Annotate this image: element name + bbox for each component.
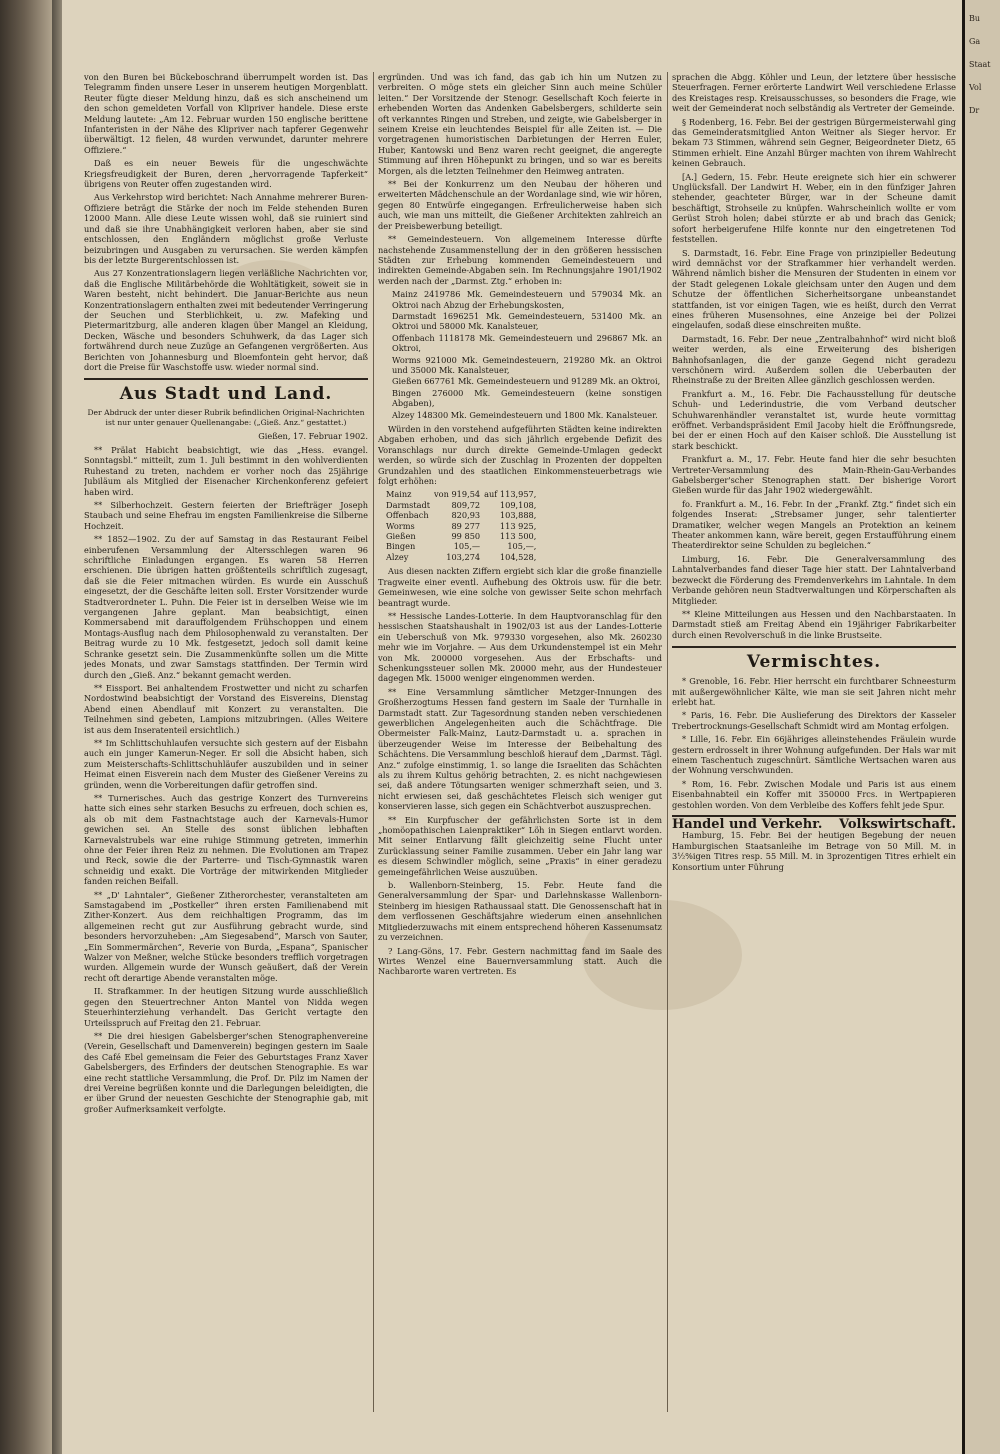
- news-item: S. Darmstadt, 16. Febr. Eine Frage von prinzipieller Bedeutung wird demnächst vor der Strafkammer hier verhandelt werden. Während nämlich bisher die Mensuren der Studenten in einem vor der Stadt gelegenen Lokale gleichsam unter den Augen und dem Schutze der öffentlichen Sicherheitsorgane unbeanstandet stattfanden, ist vor einigen Tagen, wie es heißt, durch den Verrat eines früheren Musensohnes, eine Anzeige bei der Polizei eingelaufen, sodaß diese einschreiten mußte.: [672, 247, 956, 331]
- levy-from: 99 850: [451, 531, 481, 542]
- levy-from: 820,93: [451, 510, 481, 521]
- column-3: [672, 72, 956, 1412]
- levy-to: auf 113,957,: [484, 489, 537, 500]
- levy-from: 89 277: [451, 520, 481, 531]
- table-row: [386, 552, 540, 562]
- section-heading: Aus Stadt und Land.: [84, 378, 368, 405]
- column-1: [84, 72, 368, 1412]
- news-item: ** Gemeindesteuern. Von allgemeinem Interesse dürfte nachstehende Zusammenstellung der in den größeren hessischen Städten zur Erhebung kommenden Gemeindesteuern und indirekten Gemeinde-Abgaben sein. Im Rechnungsjahre 1901/1902 werden nach der „Darmst. Ztg.“ erhoben in:: [378, 234, 662, 286]
- levy-to: 109,108,: [499, 499, 537, 510]
- next-page-edge: [962, 0, 1000, 1454]
- levy-from: 105,—: [453, 541, 481, 552]
- news-item: b. Wallenborn-Steinberg, 15. Febr. Heute fand die Generalversammlung der Spar- und Darlehnskasse Wallenborn-Steinberg im hiesigen Rathaussaal statt. Die Genossenschaft hat in dem verflossenen Geschäftsjahre wiederum einen ansehnlichen Mitgliederzuwachs mit einem entsprechend höheren Kassenumsatz zu verzeichnen.: [378, 880, 662, 943]
- news-item: Darmstadt, 16. Febr. Der neue „Zentralbahnhof“ wird nicht bloß weiter werden, als eine Erweiterung des bisherigen Bahnhofsanlagen, die der ganze Gegend nicht geradezu verschönern wird. Außerdem sollen die Ueberbauten der Rheinstraße zu der Breiten Allee gänzlich geschlossen werden.: [672, 333, 956, 386]
- levy-to: 113 500,: [499, 531, 537, 542]
- levy-from: von 919,54: [434, 489, 481, 500]
- news-item: Limburg, 16. Febr. Die Generalversammlung des Lahntalverbandes fand dieser Tage hier statt. Der Lahntalverband bezweckt die Förderung des Fremdenverkehrs im Lahntale. In dem Verbande gehören neun Stadtverwaltungen und Körperschaften als Mitglieder.: [672, 553, 956, 606]
- next-page-fragment: Staat: [969, 60, 991, 69]
- article-paragraph: Aus Verkehrstop wird berichtet: Nach Annahme mehrerer Buren-Offiziere beträgt die Stärke der noch im Felde stehenden Buren 12000 Mann. Alle diese Leute wissen wohl, daß sie ruiniert sind und daß sie ihre Unabhängigkeit verloren haben, aber sie sind entschlossen, den Engländern möglichst große Verluste beizubringen und Ausgaben zu verursachen. Sie werden kämpfen bis der letzte Burgerentschlossen ist.: [84, 192, 368, 265]
- news-item: ** Im Schlittschuhlaufen versuchte sich gestern auf der Eisbahn auch ein junger Kamerun-Neger. Er soll die Absicht haben, sich zum Meisterschafts-Schlittschuhläufer auszubilden und in seiner Heimat einen Eisverein nach dem Muster des Gießener Vereins zu gründen, wenn die Vorbereitungen dafür getroffen sind.: [84, 737, 368, 790]
- tax-revenue-entry: Alzey 148300 Mk. Gemeindesteuern und 1800 Mk. Kanalsteuer.: [392, 409, 658, 420]
- table-row: [386, 521, 540, 531]
- news-item: Hamburg, 15. Febr. Bei der heutigen Begebung der neuen Hamburgischen Staatsanleihe im Betrage von 50 Mill. M. in 3½%igen Titres resp. 55 Mill. M. in 3prozentigen Titres erhielt ein Konsortium unter Führung: [672, 830, 956, 872]
- table-row: [386, 500, 540, 510]
- news-item: ** Eine Versammlung sämtlicher Metzger-Innungen des Großherzogtums Hessen fand gestern im Saale der Turnhalle in Darmstadt statt. Zur Tagesordnung standen neben verschiedenen gewerblichen Angelegenheiten auch die Schächtfrage. Die Obermeister Falk-Mainz, Lautz-Darmstadt u. a. sprachen in überzeugender Weise im Interesse der Beibehaltung des Schächtens. Die Versammlung beschloß hierauf dem „Darmst. Tägl. Anz.“ zufolge einstimmig, 1. so lange die Israeliten das Schächten als zu ihrem Kultus gehörig betrachten, 2. es nicht nachgewiesen sei, daß andere Tötungsarten weniger schmerzhaft seien, und 3. nicht erwiesen sei, daß geschächtetes Fleisch sich weniger gut konservieren lasse, sich gegen ein Schächtverbot auszusprechen.: [378, 686, 662, 812]
- section-heading-trade: Handel und Verkehr.: [672, 817, 823, 832]
- levy-city: Alzey: [386, 551, 409, 562]
- levy-to: 105,—,: [507, 541, 537, 552]
- levy-from: 103,274: [446, 551, 481, 562]
- article-paragraph: Aus 27 Konzentrationslagern liegen verläßliche Nachrichten vor, daß die Englische Militärbehörde die Wohltätigkeit, soweit sie in Waren besteht, nicht behindert. Die Januar-Berichte aus neun Konzentrationslagern enthalten zwei mit bedeutender Verringerung der Seuchen und Sterblichkeit, u. zw. Mafeking und Pietermaritzburg, alle anderen klagen über Mangel an Kleidung, Decken, Wäsche und besonders Schuhwerk, da das Lager sich fortwährend durch neue Zuzüge an Gefangenen vergrößerten. Aus Berichten von Johannesburg und Bloemfontein geht hervor, daß dort die Preise für Waschstoffe usw. wieder normal sind.: [84, 268, 368, 372]
- tax-revenue-entry: Offenbach 1118178 Mk. Gemeindesteuern und 296867 Mk. an Oktroi,: [392, 332, 662, 354]
- newspaper-page: [62, 0, 962, 1454]
- levy-city: Offenbach: [386, 510, 429, 521]
- tax-revenue-entry: Darmstadt 1696251 Mk. Gemeindesteuern, 531400 Mk. an Oktroi und 58000 Mk. Kanalsteuer,: [392, 310, 662, 332]
- news-item: [A.] Gedern, 15. Febr. Heute ereignete sich hier ein schwerer Unglücksfall. Der Landwirt H. Weber, ein in den fünfziger Jahren stehender, geachteter Bürger, war in der Scheune damit beschäftigt, Strohseile zu knüpfen. Wahrscheinlich wollte er vom Gerüst Stroh holen; dabei stürzte er ab und brach das Genick; sofort herbeigerufene Hilfe konnte nur den eingetretenen Tod feststellen.: [672, 171, 956, 245]
- news-item: ** 1852—1902. Zu der auf Samstag in das Restaurant Feibel einberufenen Versammlung der Altersschlegen waren 96 schriftliche Einladungen ergangen. Es waren 58 Herren erschienen. Die übrigen hatten größtenteils schriftlich zugesagt, daß sie die Feier mitmachen würden. Es wurde ein Ausschuß eingesetzt, der die Geschäfte leiten soll. Erster Vorsitzender wurde Stadtverordneter L. Puhn. Die Feier ist in derselben Weise wie im vergangenen Jahre geplant. Man beabsichtigt, einen Kommersabend mit darauffolgendem Frühschoppen und einem Montags-Ausflug nach dem Philosophenwald zu veranstalten. Der Beitrag wurde zu 10 Mk. festgesetzt, jedoch soll damit keine Schranke gesetzt sein. Die Zusammenkünfte sollen um die Mitte jedes Monats, und zwar Samstags stattfinden. Der Termin wird durch den „Gieß. Anz.“ bekannt gemacht werden.: [84, 534, 368, 680]
- levy-from: 809,72: [451, 499, 481, 510]
- news-item: ** Turnerisches. Auch das gestrige Konzert des Turnvereins hatte sich eines sehr starken Besuchs zu erfreuen, doch schien es, als ob mit dem Fastnachtstage auch der Karnevals-Humor gewichen sei. An Stelle des sonst üblichen lebhaften Karnevalstrubels war eine ruhige Stimmung getreten, immerhin ohne der Feier ihren Reiz zu nehmen. Die Evolutionen am Trapez und Reck, sowie die der Parterre- und Tisch-Gymnastik waren schneidig und exakt. Die Vorträge der mitwirkenden Mitglieder fanden reichen Beifall.: [84, 792, 368, 887]
- next-page-fragment: Dr: [969, 106, 980, 115]
- misc-item: * Rom, 16. Febr. Zwischen Modale und Paris ist aus einem Eisenbahnabteil ein Koffer mit 350000 Frcs. in Wertpapieren gestohlen worden. Von dem Verbleibe des Koffers fehlt jede Spur.: [672, 778, 956, 810]
- column-rule: [373, 72, 374, 1412]
- news-item: ** Prälat Habicht beabsichtigt, wie das „Hess. evangel. Sonntagsbl.“ mitteilt, zum 1. Juli bestimmt in den wohlverdienten Ruhestand zu treten, nachdem er vorher noch das 25jährige Jubiläum als Mitglied der Eisenacher Kirchenkonferenz gefeiert haben wird.: [84, 444, 368, 497]
- section-heading: Vermischtes.: [672, 646, 956, 673]
- tax-revenue-entry: Mainz 2419786 Mk. Gemeindesteuern und 579034 Mk. an Oktroi nach Abzug der Erhebungskosten,: [392, 289, 662, 310]
- next-page-fragment: Vol: [969, 83, 982, 92]
- levy-to: 113 925,: [499, 520, 537, 531]
- article-paragraph: Daß es ein neuer Beweis für die ungeschwächte Kriegsfreudigkeit der Buren, deren „hervorragende Tapferkeit“ übrigens von Reuter offen zugestanden wird.: [84, 158, 368, 190]
- column-rule: [667, 72, 668, 1412]
- levy-city: Gießen: [386, 531, 416, 542]
- news-item: fo. Frankfurt a. M., 16. Febr. In der „Frankf. Ztg.“ findet sich ein folgendes Inserat: „Strebsamer junger, sehr talentierter Dramatiker, welcher wegen Mangels an Protektion an keinem Theater ankommen kann, wäre bereit, gegen Erstaufführung einem Theaterdirektor seine Schulden zu begleichen.“: [672, 498, 956, 551]
- news-item: ** Die drei hiesigen Gabelsberger'schen Stenographenvereine (Verein, Gesellschaft und Damenverein) begingen gestern im Saale des Café Ebel gemeinsam die Feier des Geburtstages Franz Xaver Gabelsbergers, des Erfinders der deutschen Stenographie. Es war eine recht stattliche Versammlung, die Prof. Dr. Pilz im Namen der drei Vereine begrüßen konnte und die Darlegungen beleidigten, die er über Grund der neuesten Geschichte der Stenographie gab, mit großer Aufmerksamkeit verfolgte.: [84, 1030, 368, 1114]
- levy-city: Mainz: [386, 489, 412, 500]
- article-paragraph: von den Buren bei Bückeboschrand überrumpelt worden ist. Das Telegramm finden unsere Leser in unserem heutigen Morgenblatt. Reuter fügte dieser Meldung hinzu, daß es sich anscheinend um den schon gemeldeten Vorfall von Klipriver handele. Diese erste Meldung lautete: „Am 12. Februar wurden 150 englische berittene Infanteristen in der Nähe des Klipriver nach tapferer Gegenwehr überwältigt. 12 fielen, 48 wurden verwundet, darunter mehrere Offiziere.“: [84, 72, 368, 155]
- article-paragraph: Würden in den vorstehend aufgeführten Städten keine indirekten Abgaben erhoben, und das sich jährlich ergebende Defizit des Voranschlags nur durch direkte Gemeinde-Umlagen gedeckt werden, so würde sich der Zuschlag in Prozenten der doppelten Grundzahlen und des staatlichen Einkommensteuerbetrags wie folgt erhöhen:: [378, 424, 662, 487]
- levy-city: Bingen: [386, 541, 416, 552]
- news-item: ** Kleine Mitteilungen aus Hessen und den Nachbarstaaten. In Darmstadt stieß am Freitag Abend ein 19jähriger Fabrikarbeiter durch einen Revolverschuß in die linke Brustseite.: [672, 608, 956, 640]
- news-item: II. Strafkammer. In der heutigen Sitzung wurde ausschließlich gegen den Steuertrechner Anton Mantel von Nidda wegen Steuerhinterziehung verhandelt. Das Gericht vertagte den Urteilsspruch auf Freitag den 21. Februar.: [84, 986, 368, 1028]
- news-item: Frankfurt a. M., 16. Febr. Die Fachausstellung für deutsche Schuh- und Lederindustrie, die vom Verband deutscher Schuhwarenhändler veranstaltet ist, wurde heute vormittag eröffnet. Verbandspräsident Emil Jacoby hielt die Eröffnungsrede, bei der er einen Hoch auf den Kaiser schloß. Die Ausstellung ist stark beschickt.: [672, 388, 956, 451]
- section-heading-economy: Volkswirtschaft.: [838, 817, 956, 832]
- column-2: [378, 72, 662, 1412]
- table-row: [386, 541, 540, 551]
- tax-revenue-list: [392, 289, 662, 420]
- next-page-fragment: Ga: [969, 37, 981, 46]
- section-note: Der Abdruck der unter dieser Rubrik befindlichen Original-Nachrichten ist nur unter genauer Quellenangabe: („Gieß. Anz.“ gestattet.): [87, 408, 365, 427]
- misc-item: * Lille, 16. Febr. Ein 66jähriges alleinstehendes Fräulein wurde gestern erdrosselt in ihrer Wohnung aufgefunden. Der Hals war mit einem Taschentuch zugeschnürt. Sämtliche Wertsachen waren aus der Wohnung verschwunden.: [672, 734, 956, 776]
- article-paragraph: ergründen. Und was ich fand, das gab ich hin um Nutzen zu verbreiten. O möge stets ein gleicher Sinn auch meine Schüler leiten.“ Der Vorsitzende der Stenogr. Gesellschaft Koch feierte in erhebenden Worten das Andenken Gabelsbergers, schilderte sein oft verkanntes Ringen und Streben, und zeigte, wie Gabelsberger in seinem Kreise ein leuchtendes Beispiel für alle Zeiten ist. — Die vorgetragenen humoristischen Darbietungen der Herren Euler, Huber, Kantowski und Benz waren recht geeignet, die angeregte Stimmung auf ihren Höhepunkt zu bringen, und so war es bereits Morgen, als die letzten Teilnehmer den Heimweg antraten.: [378, 72, 662, 176]
- news-item: ** Eissport. Bei anhaltendem Frostwetter und nicht zu scharfen Nordostwind beabsichtigt der Vorstand des Eisvereins, Dienstag Abend einen Abendlauf mit Konzert zu veranstalten. Die Teilnehmen sind gebeten, Lampions mitzubringen. (Alles Weitere ist aus dem Inseratenteil ersichtlich.): [84, 682, 368, 735]
- levy-table: [386, 489, 540, 562]
- news-item: ? Lang-Göns, 17. Febr. Gestern nachmittag fand im Saale des Wirtes Wenzel eine Bauernversammlung statt. Auch die Nachbarorte waren vertreten. Es: [378, 945, 662, 977]
- article-paragraph: sprachen die Abgg. Köhler und Leun, der letztere über hessische Steuerfragen. Ferner erörterte Landwirt Weil verschiedene Erlasse des Kreistages resp. Kreisausschusses, so besonders die Frage, wie weit der Gemeinderat noch selbständig als Vertreter der Gemeinde.: [672, 72, 956, 114]
- news-item: § Rodenberg, 16. Febr. Bei der gestrigen Bürgermeisterwahl ging das Gemeinderatsmitglied Anton Weitner als Sieger hervor. Er bekam 73 Stimmen, während sein Gegner, Beigeordneter Dietz, 65 Stimmen erhielt. Eine Anzahl Bürger machten von ihrem Wahlrecht keinen Gebrauch.: [672, 116, 956, 169]
- levy-to: 104,528,: [499, 551, 537, 562]
- next-page-fragment: Bu: [969, 14, 981, 23]
- tax-revenue-entry: Bingen 276000 Mk. Gemeindesteuern (keine sonstigen Abgaben),: [392, 387, 662, 409]
- table-row: [386, 489, 540, 499]
- table-row: [386, 531, 540, 541]
- news-item: ** „D' Lahntaler“, Gießener Zitherorchester, veranstalteten am Samstagabend im „Postkeller“ ihren ersten Familienabend mit Zither-Konzert. Aus dem reichhaltigen Programm, das im allgemeinen recht gut zur Ausführung gebracht wurde, sind besonders hervorzuheben: „Am Siegesabend“, Marsch von Sauter, „Ein Sommermärchen“, Reverie von Burda, „Espana“, Spanischer Walzer von Meßner, welche Stücke besonders trefflich vorgetragen wurden. Allgemein wurde der Wunsch geäußert, daß der Verein recht oft derartige Abende veranstalten möge.: [84, 889, 368, 983]
- news-item: ** Silberhochzeit. Gestern feierten der Briefträger Joseph Staubach und seine Ehefrau im engsten Familienkreise die Silberne Hochzeit.: [84, 500, 368, 531]
- levy-city: Worms: [386, 520, 415, 531]
- article-paragraph: Aus diesen nackten Ziffern ergiebt sich klar die große finanzielle Tragweite einer eventl. Aufhebung des Oktrois usw. für die betr. Gemeinwesen, wie eine solche von gewisser Seite schon mehrfach beantragt wurde.: [378, 566, 662, 608]
- tax-revenue-entry: Worms 921000 Mk. Gemeindesteuern, 219280 Mk. an Oktroi und 35000 Mk. Kanalsteuer,: [392, 354, 662, 375]
- levy-to: 103,888,: [499, 510, 537, 521]
- news-item: ** Bei der Konkurrenz um den Neubau der höheren und erweiterten Mädchenschule an der Wordanlage sind, wie wir hören, gegen 80 Entwürfe eingegangen. Erfreulicherweise haben sich auch, wie man uns mitteilt, die Gießener Architekten zahlreich an der Preisbewerbung beteiligt.: [378, 179, 662, 231]
- news-item: ** Hessische Landes-Lotterie. In dem Hauptvoranschlag für den hessischen Staatshaushalt in 1902/03 ist aus der Landes-Lotterie ein Ueberschuß von Mk. 979330 vorgesehen, also Mk. 260230 mehr wie im Vorjahre. — Aus dem Urkundenstempel ist ein Mehr von Mk. 200000 vorgesehen. Aus der Erbschafts- und Schenkungssteuer sollen Mk. 20000 mehr, aus der Hundesteuer dagegen Mk. 15000 weniger eingenommen werden.: [378, 610, 662, 684]
- news-item: Frankfurt a. M., 17. Febr. Heute fand hier die sehr besuchten Vertreter-Versammlung des Main-Rhein-Gau-Verbandes Gabelsberger'scher Stenographen statt. Der bisherige Vorort Gießen wurde für das Jahr 1902 wiedergewählt.: [672, 454, 956, 496]
- twin-section-headings: [672, 815, 956, 830]
- dateline: Gießen, 17. Februar 1902.: [258, 430, 368, 441]
- misc-item: * Paris, 16. Febr. Die Auslieferung des Direktors der Kasseler Trebertrocknungs-Gesellschaft Schmidt wird am Montag erfolgen.: [672, 710, 956, 731]
- news-item: ** Ein Kurpfuscher der gefährlichsten Sorte ist in dem „homöopathischen Laienpraktiker“ Löh in Siegen entlarvt worden. Mit seiner Entlarvung fällt gleichzeitig seine Flucht unter Zurücklassung seiner Familie zusammen. Ueber ein Jahr lang war es diesem Schwindler möglich, seine „Praxis“ in einer geradezu gemeingefährlichen Weise auszuüben.: [378, 814, 662, 877]
- levy-city: Darmstadt: [386, 499, 431, 510]
- table-row: [386, 510, 540, 520]
- tax-revenue-entry: Gießen 667761 Mk. Gemeindesteuern und 91289 Mk. an Oktroi,: [392, 376, 661, 387]
- misc-item: * Grenoble, 16. Febr. Hier herrscht ein furchtbarer Schneesturm mit außergewöhnlicher Kälte, wie man sie seit Jahren nicht mehr erlebt hat.: [672, 676, 956, 707]
